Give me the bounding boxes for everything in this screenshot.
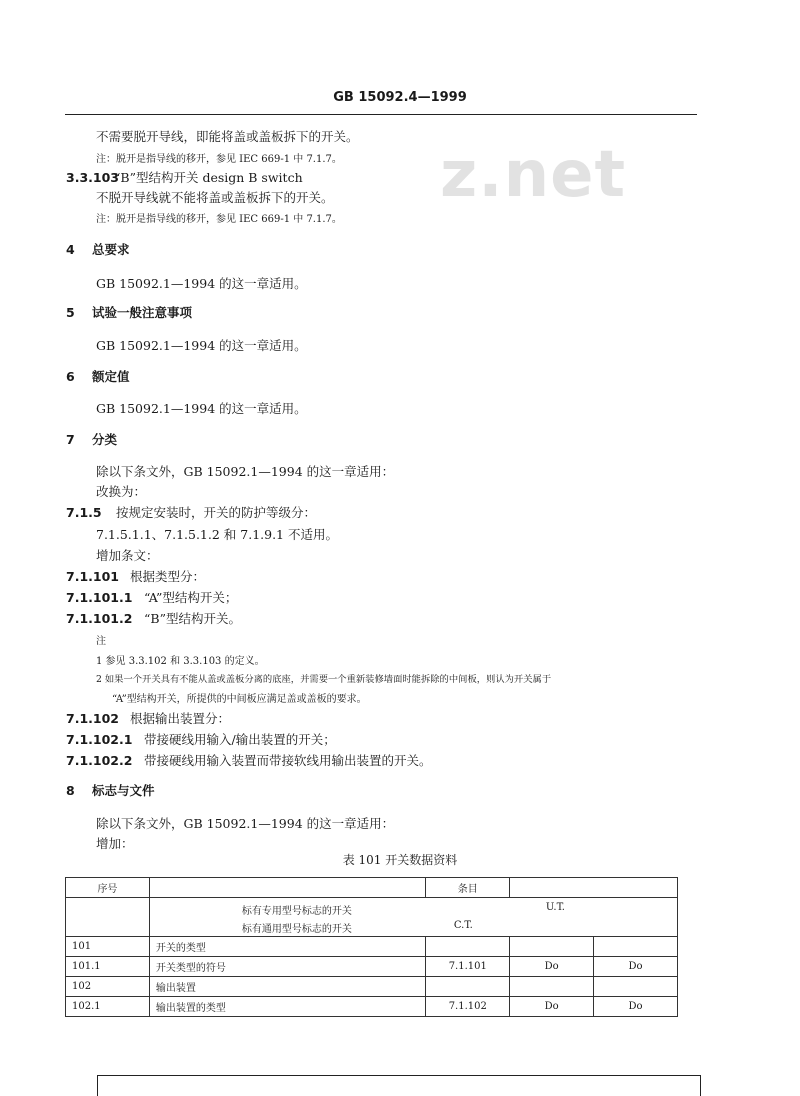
cell-value: Do xyxy=(510,957,594,977)
clause-text: 按规定安装时，开关的防护等级分： xyxy=(116,505,317,520)
section-title: 标志与文件 xyxy=(92,783,155,798)
note-2-cont: “A”型结构开关，所提供的中间板应满足盖或盖板的要求。 xyxy=(112,694,367,705)
cell-seq: 101.1 xyxy=(66,957,150,977)
data-table xyxy=(65,877,678,1017)
clause-7-1-101 xyxy=(66,567,205,585)
cell-seq: 102 xyxy=(66,977,150,997)
section-5-body: GB 15092.1—1994 的这一章适用。 xyxy=(96,338,307,353)
clause-7-1-101-1 xyxy=(66,588,237,606)
section-number: 5 xyxy=(66,305,75,320)
clause-7-1-101-2 xyxy=(66,609,241,627)
table-subheader-row xyxy=(66,898,678,937)
section-number: 6 xyxy=(66,369,75,384)
table-row xyxy=(66,937,678,957)
clause-text: “A”型结构开关； xyxy=(144,590,238,605)
cell-item: 开关的类型 xyxy=(149,937,425,957)
clause-number: 7.1.101.2 xyxy=(66,611,133,626)
header-blank xyxy=(149,878,425,898)
section-title: 额定值 xyxy=(92,369,130,384)
text-line: 除以下条文外，GB 15092.1—1994 的这一章适用： xyxy=(96,464,395,479)
cell-value: Do xyxy=(594,997,678,1017)
subheader-blank xyxy=(66,898,150,937)
cell-value xyxy=(510,977,594,997)
section-number: 7 xyxy=(66,432,75,447)
section-title: 分类 xyxy=(92,432,118,447)
section-6-heading xyxy=(66,367,130,385)
table-title: 表 101 开关数据资料 xyxy=(342,853,458,867)
text-line: 7.1.5.1.1、7.1.5.1.2 和 7.1.9.1 不适用。 xyxy=(96,527,338,542)
section-5-heading xyxy=(66,303,192,321)
cell-clause xyxy=(426,937,510,957)
clause-7-1-102-2 xyxy=(66,751,432,769)
clause-number: 7.1.101.1 xyxy=(66,590,133,605)
table-row xyxy=(66,997,678,1017)
next-page-frame xyxy=(97,1075,701,1096)
cell-value xyxy=(510,937,594,957)
section-7-heading xyxy=(66,430,117,448)
text-line: 不脱开导线就不能将盖或盖板拆下的开关。 xyxy=(96,190,334,205)
section-4-heading xyxy=(66,240,130,258)
subheader-ct-value: C.T. xyxy=(453,920,473,931)
table-row xyxy=(66,977,678,997)
cell-item: 输出装置 xyxy=(149,977,425,997)
clause-number: 3.3.103 xyxy=(66,170,119,185)
clause-7-1-102-1 xyxy=(66,730,336,748)
subheader-ct-label: 标有通用型号标志的开关 xyxy=(241,924,352,935)
clause-text: 根据输出装置分： xyxy=(130,711,231,726)
clause-number: 7.1.5 xyxy=(66,505,102,520)
text-line: 不需要脱开导线，即能将盖或盖板拆下的开关。 xyxy=(96,129,359,144)
section-8-heading xyxy=(66,781,155,799)
cell-value xyxy=(594,977,678,997)
watermark: z.net xyxy=(440,138,627,212)
cell-item: 输出装置的类型 xyxy=(149,997,425,1017)
note-1: 1 参见 3.3.102 和 3.3.103 的定义。 xyxy=(96,656,265,667)
clause-text: 带接硬线用输入/输出装置的开关； xyxy=(144,732,336,747)
section-title: 总要求 xyxy=(92,242,130,257)
section-number: 4 xyxy=(66,242,75,257)
cell-value xyxy=(594,937,678,957)
note-line: 注：脱开是指导线的移开，参见 IEC 669-1 中 7.1.7。 xyxy=(96,214,342,225)
text-line: 增加条文： xyxy=(96,548,159,563)
section-4-body: GB 15092.1—1994 的这一章适用。 xyxy=(96,276,307,291)
cell-value: Do xyxy=(594,957,678,977)
cell-seq: 102.1 xyxy=(66,997,150,1017)
clause-number: 7.1.101 xyxy=(66,569,119,584)
header-clause: 条目 xyxy=(426,878,510,898)
table-header-row xyxy=(66,878,678,898)
cell-clause xyxy=(426,977,510,997)
text-line: 除以下条文外，GB 15092.1—1994 的这一章适用： xyxy=(96,816,395,831)
section-number: 8 xyxy=(66,783,75,798)
clause-text: “B”型结构开关。 xyxy=(144,611,241,626)
header-rule xyxy=(65,114,697,115)
section-title: 试验一般注意事项 xyxy=(92,305,193,320)
cell-clause: 7.1.101 xyxy=(426,957,510,977)
clause-number: 7.1.102 xyxy=(66,711,119,726)
note-line: 注：脱开是指导线的移开，参见 IEC 669-1 中 7.1.7。 xyxy=(96,154,342,165)
clause-3-3-103 xyxy=(66,168,303,186)
cell-seq: 101 xyxy=(66,937,150,957)
clause-7-1-5 xyxy=(66,503,316,521)
section-6-body: GB 15092.1—1994 的这一章适用。 xyxy=(96,401,307,416)
cell-clause: 7.1.102 xyxy=(426,997,510,1017)
subheader-ut-value: U.T. xyxy=(545,902,565,913)
note-2: 2 如果一个开关具有不能从盖或盖板分离的底座，并需要一个重新装修墙面时能拆除的中间板，则认为开关属于 xyxy=(96,674,552,685)
clause-7-1-102 xyxy=(66,709,230,727)
clause-text: “B”型结构开关 design B switch xyxy=(114,170,303,185)
text-line: 改换为： xyxy=(96,484,147,499)
header-blank xyxy=(510,878,678,898)
subheader-ut-label: 标有专用型号标志的开关 xyxy=(241,906,352,917)
cell-value: Do xyxy=(510,997,594,1017)
clause-text: 根据类型分： xyxy=(130,569,206,584)
table-row xyxy=(66,957,678,977)
cell-item: 开关类型的符号 xyxy=(149,957,425,977)
header-seq: 序号 xyxy=(66,878,150,898)
page-header: GB 15092.4—1999 xyxy=(333,90,467,105)
subheader-cell xyxy=(149,898,677,937)
clause-text: 带接硬线用输入装置而带接软线用输出装置的开关。 xyxy=(144,753,432,768)
clause-number: 7.1.102.1 xyxy=(66,732,133,747)
note-label: 注 xyxy=(96,636,106,647)
clause-number: 7.1.102.2 xyxy=(66,753,133,768)
text-line: 增加： xyxy=(96,836,134,851)
